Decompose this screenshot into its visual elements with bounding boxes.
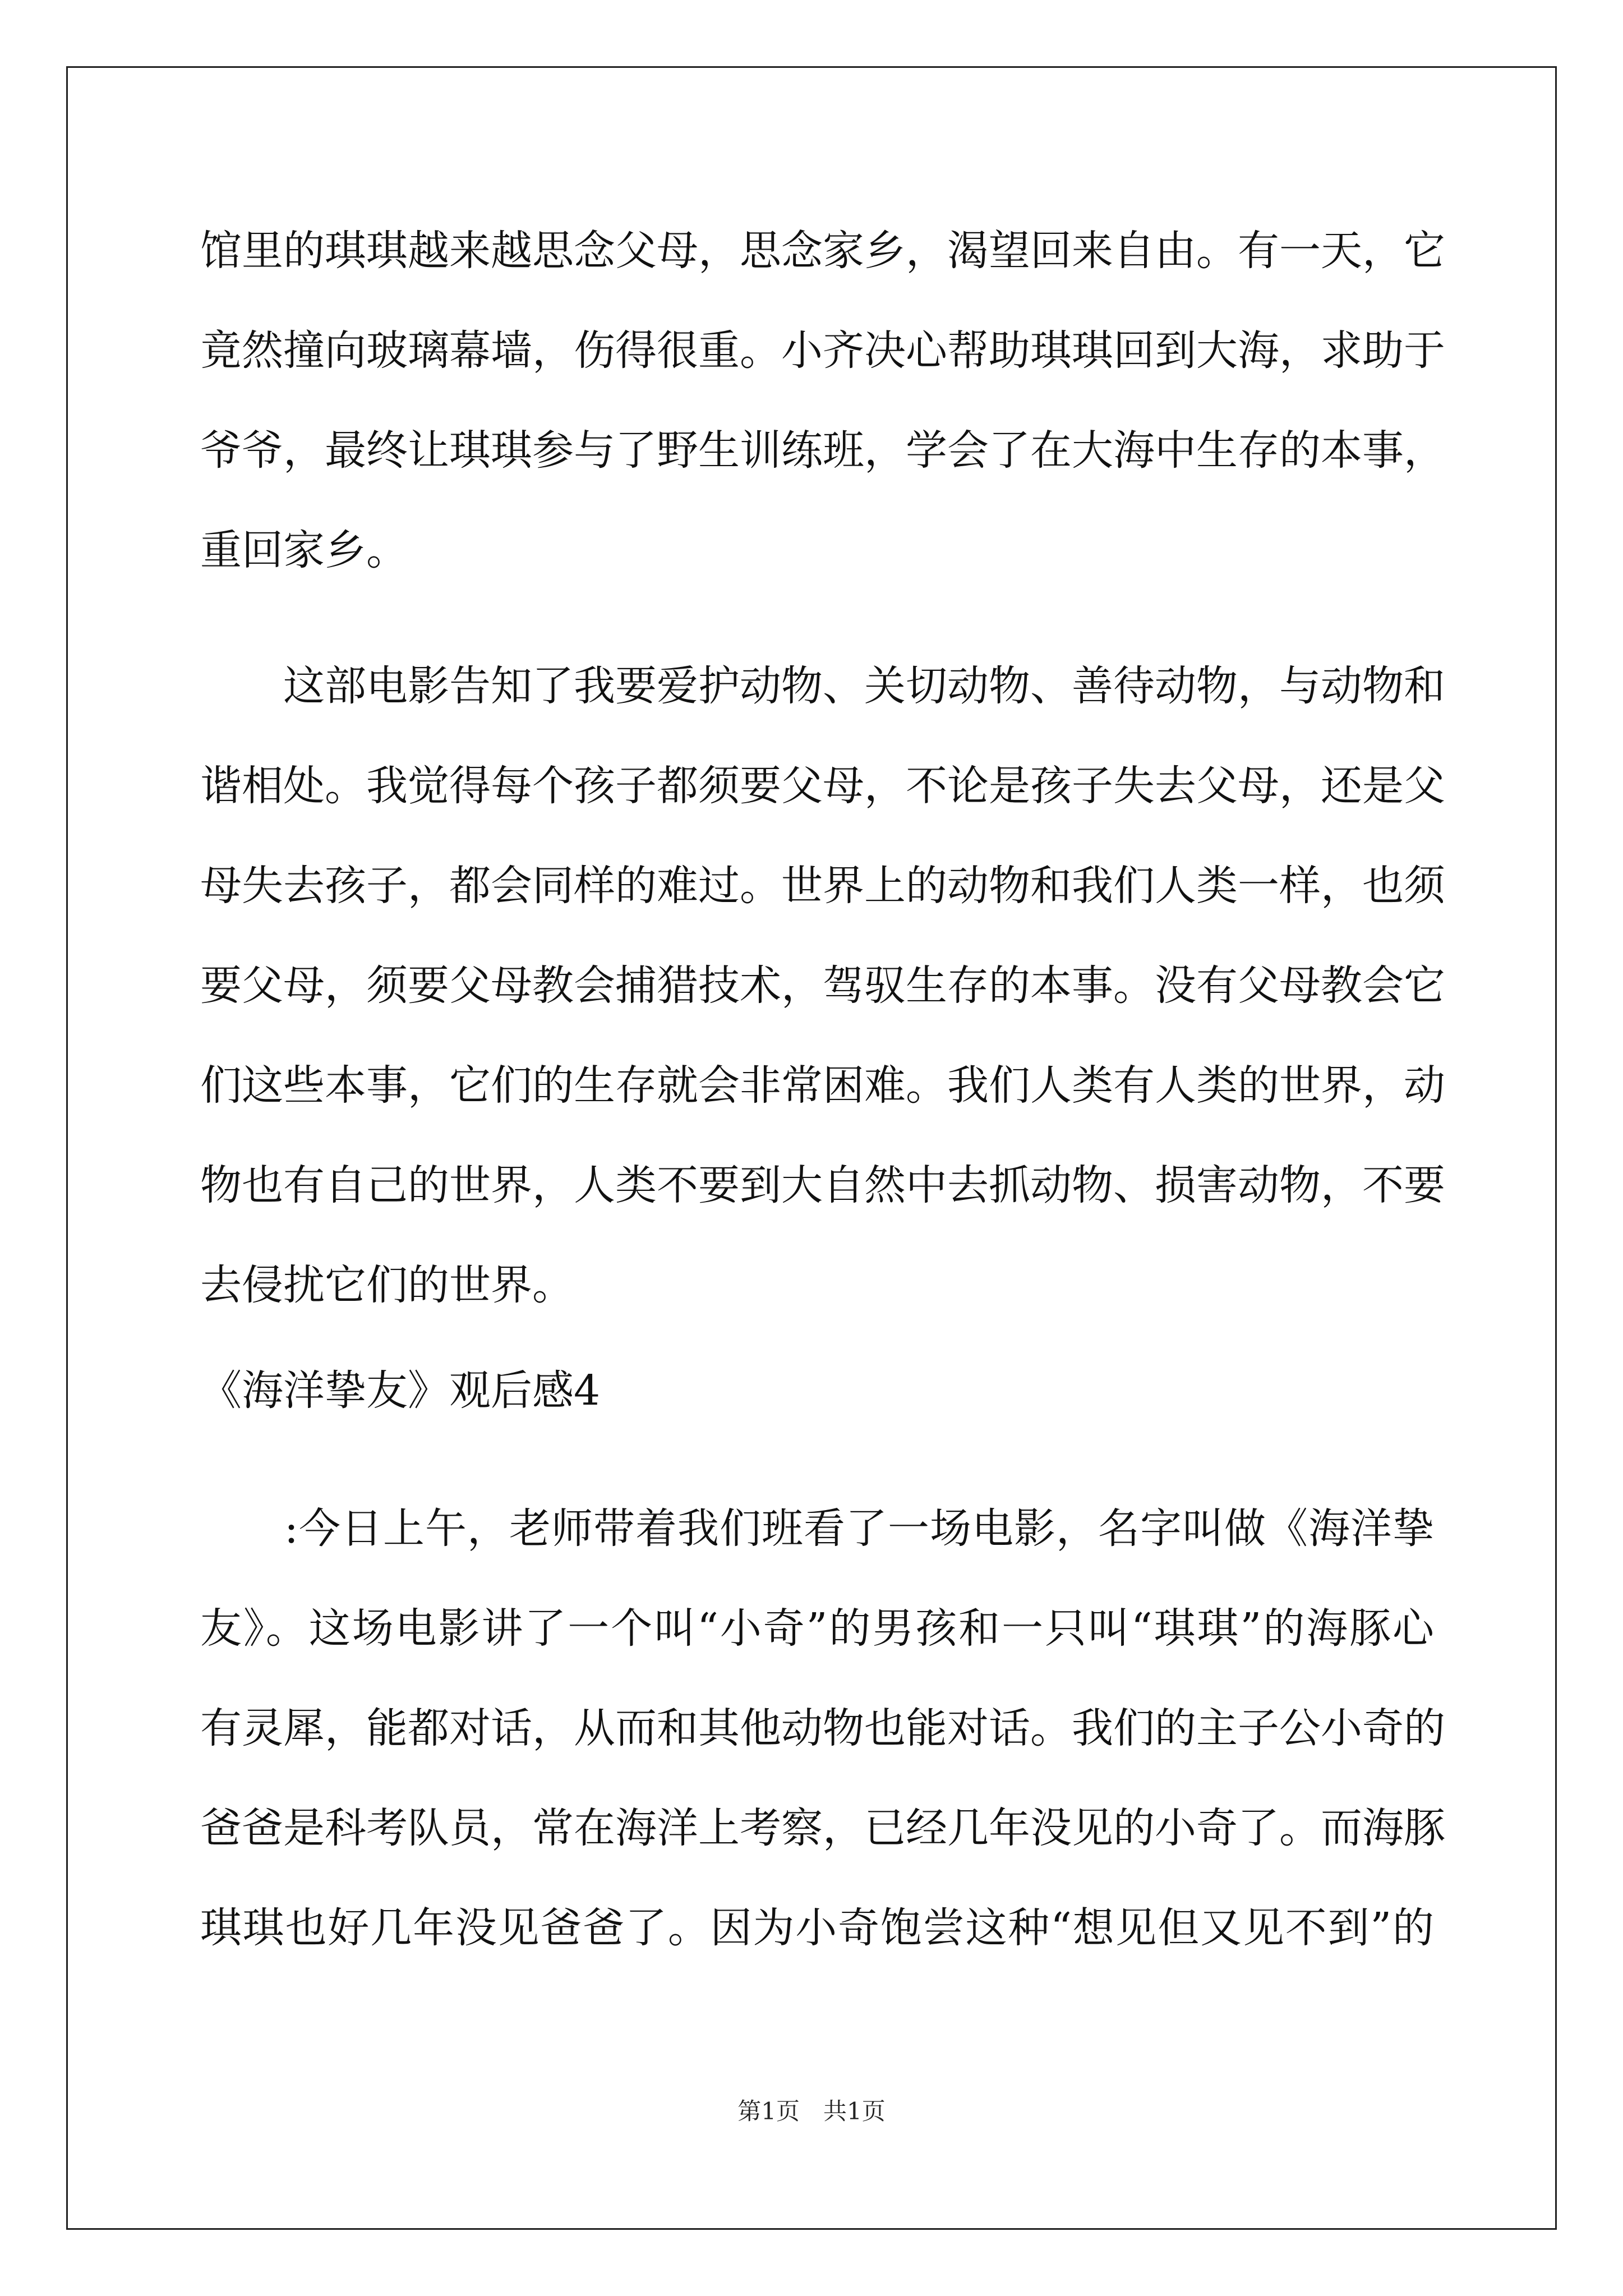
text-line: 友》。这场电影讲了一个叫“小奇”的男孩和一只叫“琪琪”的海豚心 xyxy=(200,1604,1434,1653)
text-line: 馆里的琪琪越来越思念父母，思念家乡，渴望回来自由。有一天，它 xyxy=(200,227,1445,275)
text-line: :今日上午，老师带着我们班看了一场电影，名字叫做《海洋挚 xyxy=(200,1504,1434,1553)
text-line: 们这些本事，它们的生存就会非常困难。我们人类有人类的世界，动 xyxy=(200,1061,1445,1110)
text-line: 谐相处。我觉得每个孩子都须要父母，不论是孩子失去父母，还是父 xyxy=(200,762,1445,810)
page-footer: 第1页 共1页 xyxy=(737,2097,886,2125)
text-line: 爷爷，最终让琪琪参与了野生训练班，学会了在大海中生存的本事， xyxy=(200,426,1445,475)
text-line: 要父母，须要父母教会捕猎技术，驾驭生存的本事。没有父母教会它 xyxy=(200,961,1445,1010)
text-line: 去侵扰它们的世界。 xyxy=(200,1261,574,1309)
text-line: 重回家乡。 xyxy=(200,526,408,574)
text-line: 有灵犀，能都对话，从而和其他动物也能对话。我们的主子公小奇的 xyxy=(200,1704,1445,1752)
text-line: 琪琪也好几年没见爸爸了。因为小奇饱尝这种“想见但又见不到”的 xyxy=(200,1904,1434,1952)
text-line: 母失去孩子，都会同样的难过。世界上的动物和我们人类一样，也须 xyxy=(200,862,1445,910)
text-line: 这部电影告知了我要爱护动物、关切动物、善待动物，与动物和 xyxy=(200,662,1445,710)
text-line: 竟然撞向玻璃幕墙，伤得很重。小齐决心帮助琪琪回到大海，求助于 xyxy=(200,326,1445,375)
section-heading: 《海洋挚友》观后感4 xyxy=(200,1366,601,1415)
text-line: 物也有自己的世界，人类不要到大自然中去抓动物、损害动物，不要 xyxy=(200,1161,1445,1209)
text-line: 爸爸是科考队员，常在海洋上考察，已经几年没见的小奇了。而海豚 xyxy=(200,1804,1445,1852)
